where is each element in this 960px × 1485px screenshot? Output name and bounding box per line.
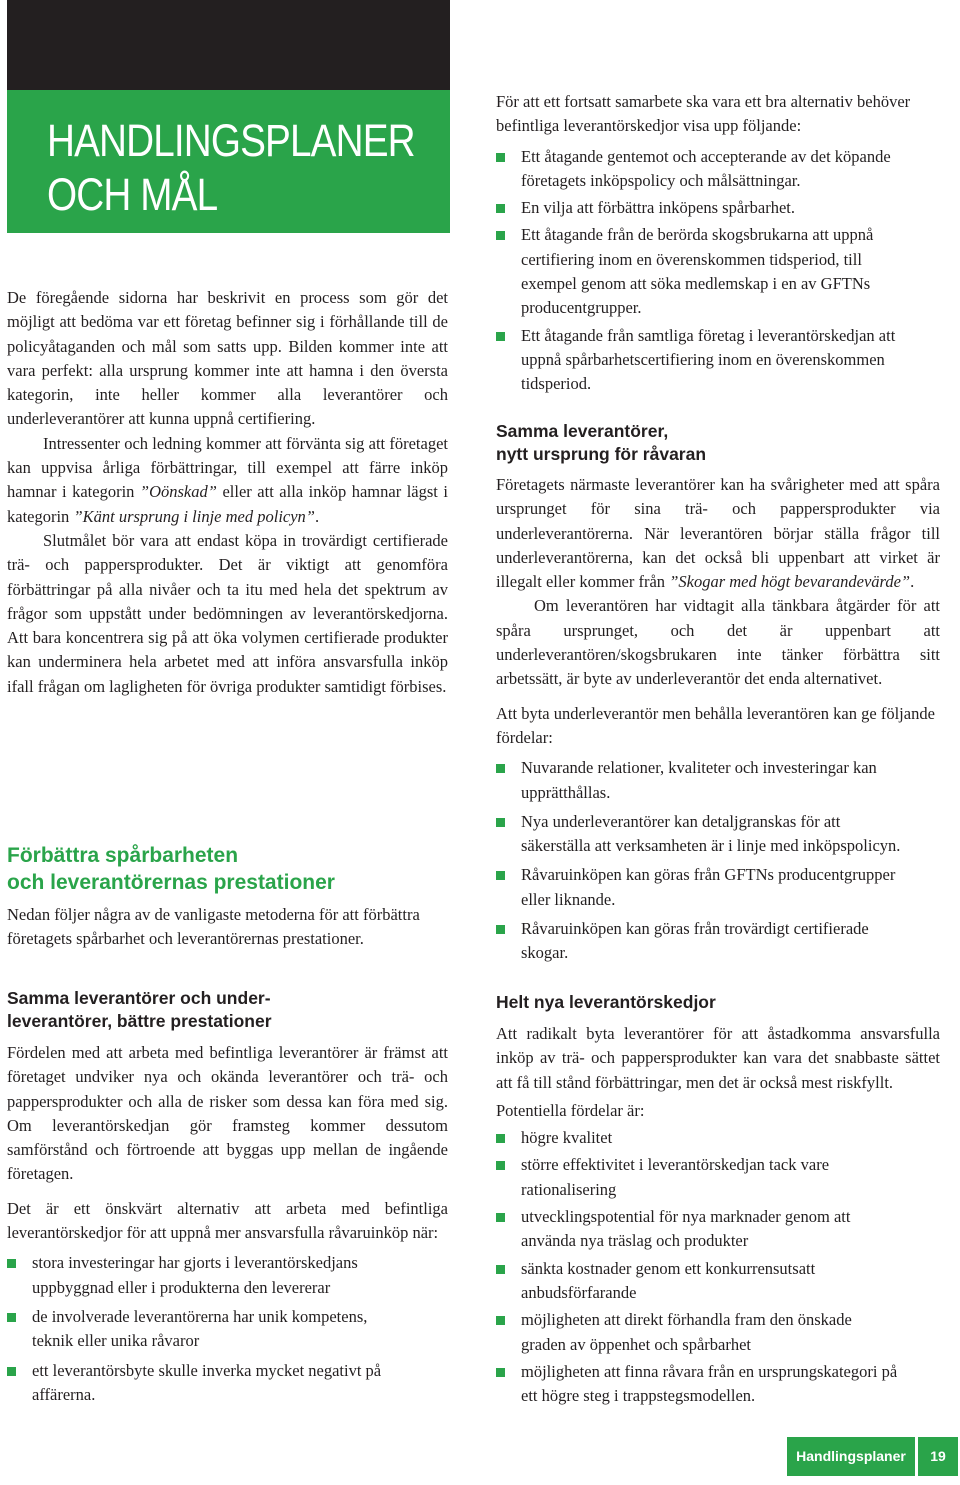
potential-benefits-bullet-list [496, 1126, 911, 1408]
intro-text [7, 286, 448, 699]
page-title-line1: HANDLINGSPLANER [47, 115, 415, 166]
bullet-square-icon [496, 1316, 505, 1325]
bullet-square-icon [496, 153, 505, 162]
section-heading-traceability: Förbättra spårbarheten och leverantörernas prestationer [7, 844, 335, 894]
right-intro-paragraph: För att ett fortsatt samarbete ska vara ett bra alternativ behöver befintliga leverantörskedjor visa upp följande: [496, 92, 911, 136]
new-origin-paragraph-3: Att byta underleverantör men behålla leverantören kan ge följande fördelar: [496, 703, 935, 747]
right-intro [496, 90, 940, 397]
bullet-square-icon [496, 1368, 505, 1377]
bullet-square-icon [496, 1134, 505, 1143]
requirements-bullet-list [496, 145, 911, 397]
new-origin-paragraph-2: Om leverantören har vidtagit alla tänkbara åtgärder för att spåra ursprunget, och det är uppenbart att underleverantören/skogsbrukaren inte tänker förbättra sitt arbetssätt, är byte av underleverantör det enda alternativet. [496, 596, 940, 689]
intro-paragraph-1: De föregående sidorna har beskrivit en process som gör det möjligt att bedöma var ett företag befinner sig i förhållande till de policyåtaganden och mål som satts upp. Bilden kommer inte att vara perfekt: alla ursprung kommer inte att hamna i den översta kategorin, inte heller kommer alla leverantörer och underleverantörer att kunna uppnå certifiering. [7, 288, 448, 429]
list-item: Råvaruinköpen kan göras från GFTNs producentgrupper eller liknande. [496, 863, 911, 912]
bullet-square-icon [496, 764, 505, 773]
bullet-square-icon [7, 1313, 16, 1322]
title-block [7, 90, 450, 233]
list-item: Nya underleverantörer kan detaljgranskas för att säkerställa att verksamheten är i linje med inköpspolicyn. [496, 810, 911, 859]
list-item: större effektivitet i leverantörskedjan tack vare rationalisering [496, 1153, 911, 1202]
bullet-square-icon [496, 1213, 505, 1222]
bullet-square-icon [496, 1161, 505, 1170]
list-item: Råvaruinköpen kan göras från trovärdigt certifierade skogar. [496, 917, 911, 966]
list-item: Nuvarande relationer, kvaliteter och investeringar kan upprätthållas. [496, 756, 911, 805]
list-item: möjligheten att finna råvara från en ursprungskategori på ett högre steg i trappstegsmodellen. [496, 1360, 911, 1409]
bullet-square-icon [7, 1259, 16, 1268]
footer-section-label: Handlingsplaner [787, 1437, 915, 1476]
header-dark-bar [7, 0, 450, 90]
new-chains-paragraph-2: Potentiella fördelar är: [496, 1100, 645, 1120]
intro-paragraph-3: Slutmålet bör vara att endast köpa in trovärdigt certifierade trä- och pappersprodukter. Det är viktigt att genomföra förbättringar på alla nivåer och ta itu med hela det spektrum av frågor som uppstått under bedömningen av leverantörskedjorna. Att bara koncentrera sig på att öka volymen certifierade produkter kan underminera hela arbetet med att införa ansvarsfulla inköp ifall frågan om lagligheten för övriga produkter samtidigt förbises. [7, 530, 448, 696]
list-item: högre kvalitet [496, 1126, 911, 1150]
section-same-suppliers-text [7, 1041, 448, 1407]
bullet-square-icon [496, 231, 505, 240]
list-item: ett leverantörsbyte skulle inverka mycket negativt på affärerna. [7, 1359, 407, 1408]
bullet-square-icon [496, 204, 505, 213]
list-item: Ett åtagande från samtliga företag i leverantörskedjan att uppnå spårbarhetscertifiering inom en överenskommen tidsperiod. [496, 324, 911, 397]
section-new-origin-text [496, 473, 940, 966]
list-item: En vilja att förbättra inköpens spårbarhet. [496, 196, 911, 220]
section-heading-new-chains: Helt nya leverantörskedjor [496, 992, 716, 1012]
page-number: 19 [918, 1437, 958, 1476]
section-heading-same-suppliers: Samma leverantörer och under- leverantörer, bättre prestationer [7, 988, 272, 1031]
bullet-square-icon [496, 1265, 505, 1274]
list-item: utvecklingspotential för nya marknader genom att använda nya träslag och produkter [496, 1205, 911, 1254]
bullet-square-icon [496, 925, 505, 934]
benefits-bullet-list [496, 756, 911, 965]
same-suppliers-paragraph-1: Fördelen med att arbeta med befintliga leverantörer är främst att företaget undviker nya och okända leverantörer och trä- och pappersprodukter och alla de risker som dessa kan föra med sig. Om leverantörskedjan gör framsteg kommer dessutom samförstånd och förtroende att byggas upp mellan de ingående företagen. [7, 1043, 448, 1184]
section-heading-new-origin: Samma leverantörer, nytt ursprung för råvaran [496, 421, 707, 464]
list-item: Ett åtagande från de berörda skogsbrukarna att uppnå certifiering inom en överenskommen tidsperiod, till exempel genom att söka medlemskap i en av GFTNs producentgrupper. [496, 223, 911, 320]
list-item: Ett åtagande gentemot och accepterande av det köpande företagets inköpspolicy och målsättningar. [496, 145, 911, 194]
new-chains-paragraph-1: Att radikalt byta leverantörer för att åstadkomma ansvarsfulla inköp av trä- och pappersprodukter kan vara det snabbaste sättet att få till stånd förbättringar, men det är också mest riskfyllt. [496, 1024, 940, 1092]
bullet-square-icon [496, 871, 505, 880]
list-item: sänkta kostnader genom ett konkurrensutsatt anbudsförfarande [496, 1257, 911, 1306]
section-traceability-text: Nedan följer några av de vanligaste metoderna för att förbättra företagets spårbarhet och leverantörernas prestationer. [7, 905, 420, 949]
page-title-line2: OCH MÅL [47, 169, 218, 220]
bullet-square-icon [496, 818, 505, 827]
list-item: de involverade leverantörerna har unik kompetens, teknik eller unika råvaror [7, 1305, 407, 1354]
new-origin-paragraph-1: Företagets närmaste leverantörer kan ha svårigheter med att spåra ursprunget för sina trä- och pappersprodukter via underleverantörerna. När leverantören börjar ställa frågor till underleverantörerna, kan det också bli uppenbart att virket är illegalt eller kommer från ”Skogar med högt bevarandevärde”. [496, 475, 940, 592]
bullet-square-icon [496, 332, 505, 341]
same-suppliers-paragraph-2: Det är ett önskvärt alternativ att arbeta med befintliga leverantörskedjor för att uppnå mer ansvarsfulla råvaruinköp när: [7, 1198, 448, 1243]
list-item: möjligheten att direkt förhandla fram den önskade graden av öppenhet och spårbarhet [496, 1308, 911, 1357]
same-suppliers-bullet-list [7, 1251, 407, 1407]
section-new-chains-text [496, 1022, 940, 1408]
bullet-square-icon [7, 1367, 16, 1376]
intro-paragraph-2: Intressenter och ledning kommer att förvänta sig att företaget kan uppvisa årliga förbättringar, till exempel att färre inköp hamnar i kategorin ”Oönskad” eller att alla inköp hamnar lägst i kategorin ”Känt ursprung i linje med policyn”. [7, 433, 448, 526]
list-item: stora investeringar har gjorts i leverantörskedjans uppbyggnad eller i produkterna den levererar [7, 1251, 407, 1300]
